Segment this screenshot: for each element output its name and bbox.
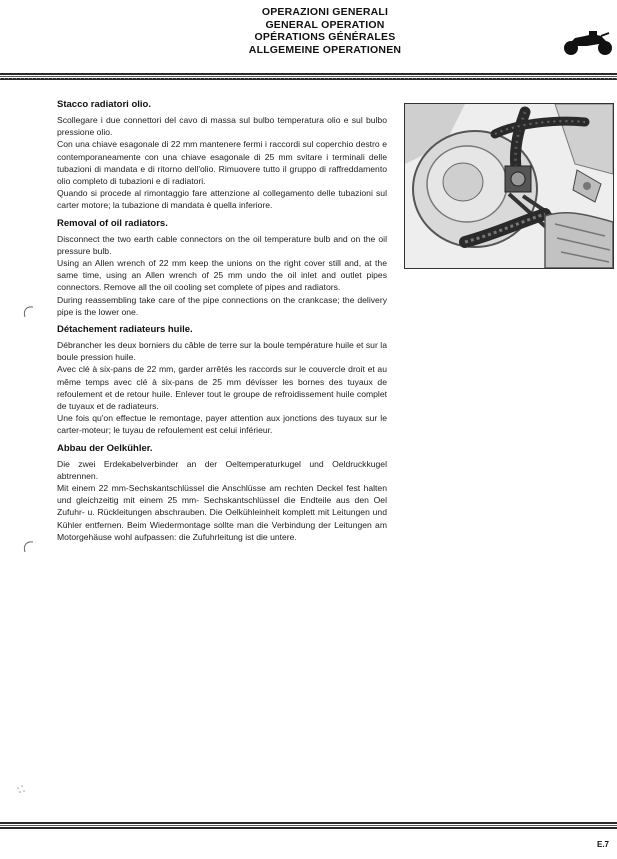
top-divider — [0, 72, 617, 81]
bottom-divider — [0, 821, 617, 830]
paragraph: Une fois qu'on effectue le remontage, payer attention aux jonctions des tuyaux sur le carter-moteur; le tuyau de refoulement est celui inférieur. — [57, 413, 387, 436]
section-heading: Détachement radiateurs huile. — [57, 324, 193, 336]
section-french — [57, 323, 387, 437]
punch-hole-icon — [22, 305, 36, 319]
title-english: GENERAL OPERATION — [265, 18, 385, 31]
paragraph: Die zwei Erdekabelverbinder an der Oeltemperaturkugel und Oeldruckkugel abtrennen. — [57, 458, 387, 481]
engine-oil-pipes-photo — [404, 103, 614, 269]
section-heading: Stacco radiatori olio. — [57, 99, 151, 110]
paragraph: Disconnect the two earth cable connectors on the oil temperature bulb and on the oil pressure bulb. — [57, 233, 387, 256]
section-heading: Abbau der Oelkühler. — [57, 442, 153, 454]
section-italian — [57, 98, 387, 212]
page-number: E.7 — [596, 840, 609, 849]
section-heading: Removal of oil radiators. — [57, 217, 168, 229]
title-german: ALLGEMEINE OPERATIONEN — [248, 43, 402, 56]
motorcycle-icon — [561, 30, 615, 56]
main-text — [57, 98, 387, 548]
paragraph: Scollegare i due connettori del cavo di massa sul bulbo temperatura olio e sul bulbo pressione olio. — [57, 115, 387, 138]
paragraph: Quando si procede al rimontaggio fare attenzione al collegamento delle tubazioni sul carter motore; la tubazione di mandata è quella inferiore. — [57, 188, 387, 211]
paragraph: Avec clé à six-pans de 22 mm, garder arrêtés les raccords sur le couvercle droit et au même temps avec clé à six-pans de 25 mm dévisser les bornes des tuyaux de refoulement et de retour huile. Enlever tout le groupe de refroidissement huile complet de tuyaux et de radiateurs. — [57, 364, 387, 412]
paragraph: Débrancher les deux borniers du câble de terre sur la boule température huile et sur la boule pression huile. — [57, 340, 387, 363]
paragraph: During reassembling take care of the pipe connections on the crankcase; the delivery pipe is the lower one. — [57, 294, 387, 317]
paragraph: Mit einem 22 mm-Sechskantschlüssel die Anschlüsse am rechten Deckel fest halten und gleichzeitig mit einem 25 mm- Sechskantschlüssel die Endteile aus den Oel Zufuhr- u. Rückleitungen abschrauben. Die Oelkühleinheit komplett mit Leitungen und Kühler entfernen. Beim Wiedermontage sollte man die Verbindung der Leitungen am Motorgehäuse wohl aufpassen: die Zufuhrleitung ist die untere. — [57, 483, 387, 542]
section-german — [57, 442, 387, 543]
paragraph: Con una chiave esagonale di 22 mm mantenere fermi i raccordi sul coperchio destro e contemporaneamente con una chiave esagonale di 25 mm svitare i terminali delle tubazioni di mandata e di ritorno dell'olio. Rimuovere tutto il gruppo di raffreddamento olio completo di tubazioni e di radiatori. — [57, 139, 387, 187]
punch-hole-icon — [22, 540, 36, 554]
scan-speck-icon — [14, 783, 28, 797]
title-french: OPÉRATIONS GÉNÉRALES — [254, 31, 396, 43]
title-italian: OPERAZIONI GENERALI — [261, 6, 389, 18]
page-header — [0, 0, 617, 100]
section-english — [57, 217, 387, 318]
paragraph: Using an Allen wrench of 22 mm keep the unions on the right cover still and, at the same time, using an Allen wrench of 25 mm undo the oil inlet and outlet pipes connectors. Remove all the oil cooling set complete of pipes and radiators. — [57, 258, 387, 293]
photo-illustration — [405, 104, 613, 268]
section-titles — [200, 6, 450, 56]
